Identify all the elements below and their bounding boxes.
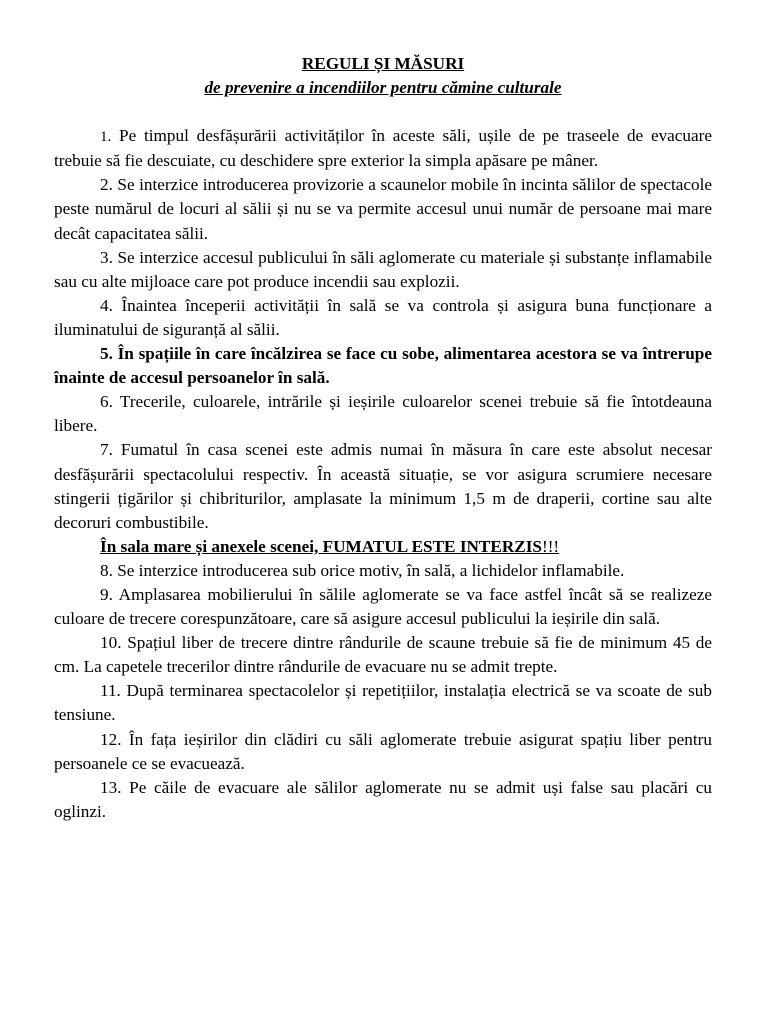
rule-8: 8. Se interzice introducerea sub orice motiv, în sală, a lichidelor inflamabile. bbox=[100, 560, 625, 580]
rule-5: 5. În spațiile în care încălzirea se face cu sobe, alimentarea acestora se va întrerupe înainte de accesul persoanelor în sală. bbox=[54, 344, 712, 388]
rule-13: 13. Pe căile de evacuare ale sălilor aglomerate nu se admit uși false sau placări cu oglinzi. bbox=[54, 777, 712, 821]
rule-11: 11. După terminarea spectacolelor și repetițiilor, instalația electrică se va scoate de sub tensiune. bbox=[54, 681, 712, 725]
smoking-warning-exclamation: !!! bbox=[541, 536, 560, 556]
rule-6: 6. Trecerile, culoarele, intrările și ieșirile culoarelor scenei trebuie să fie întotdeauna libere. bbox=[54, 392, 712, 436]
rule-12: 12. În fața ieșirilor din clădiri cu săli aglomerate trebuie asigurat spațiu liber pentru persoanele ce se evacuează. bbox=[54, 729, 712, 773]
rule-10: 10. Spațiul liber de trecere dintre rândurile de scaune trebuie să fie de minimum 45 de cm. La capetele trecerilor dintre rândurile de evacuare nu se admit trepte. bbox=[54, 633, 712, 677]
document-title: REGULI ȘI MĂSURI bbox=[301, 54, 465, 73]
rule-1-text: Pe timpul desfășurării activităților în aceste săli, ușile de pe traseele de evacuare trebuie să fie descuiate, cu deschidere spre exterior la simpla apăsare pe mâner. bbox=[54, 126, 712, 171]
smoking-warning bbox=[54, 535, 712, 559]
document-page bbox=[54, 52, 712, 824]
rule-1-number: 1. bbox=[100, 129, 112, 146]
rule-1 bbox=[54, 124, 712, 173]
rule-4: 4. Înaintea începerii activității în sală se va controla și asigura buna funcționare a iluminatului de siguranță al sălii. bbox=[54, 295, 712, 339]
rule-3: 3. Se interzice accesul publicului în săli aglomerate cu materiale și substanțe inflamabile sau cu alte mijloace care pot produce incendii sau explozii. bbox=[54, 247, 712, 291]
smoking-warning-text: În sala mare și anexele scenei, FUMATUL ESTE INTERZIS bbox=[100, 536, 542, 556]
document-subtitle: de prevenire a incendiilor pentru cămine culturale bbox=[204, 78, 562, 98]
rule-7: 7. Fumatul în casa scenei este admis numai în măsura în care este absolut necesar desfășurării spectacolului respectiv. În această situație, se vor asigura scrumiere necesare stingerii țigărilor și chibriturilor, amplasate la minimum 1,5 m de draperii, cortine sau alte decoruri combustibile. bbox=[54, 440, 712, 532]
rule-9: 9. Amplasarea mobilierului în sălile aglomerate se va face astfel încât să se realizeze culoare de trecere corespunzătoare, care să asigure accesul publicului la ieșirile din sală. bbox=[54, 584, 712, 629]
rule-2: 2. Se interzice introducerea provizorie a scaunelor mobile în incinta sălilor de spectacole peste numărul de locuri al sălii și nu se va permite accesul unui număr de persoane mai mare decât capacitatea sălii. bbox=[54, 175, 712, 243]
